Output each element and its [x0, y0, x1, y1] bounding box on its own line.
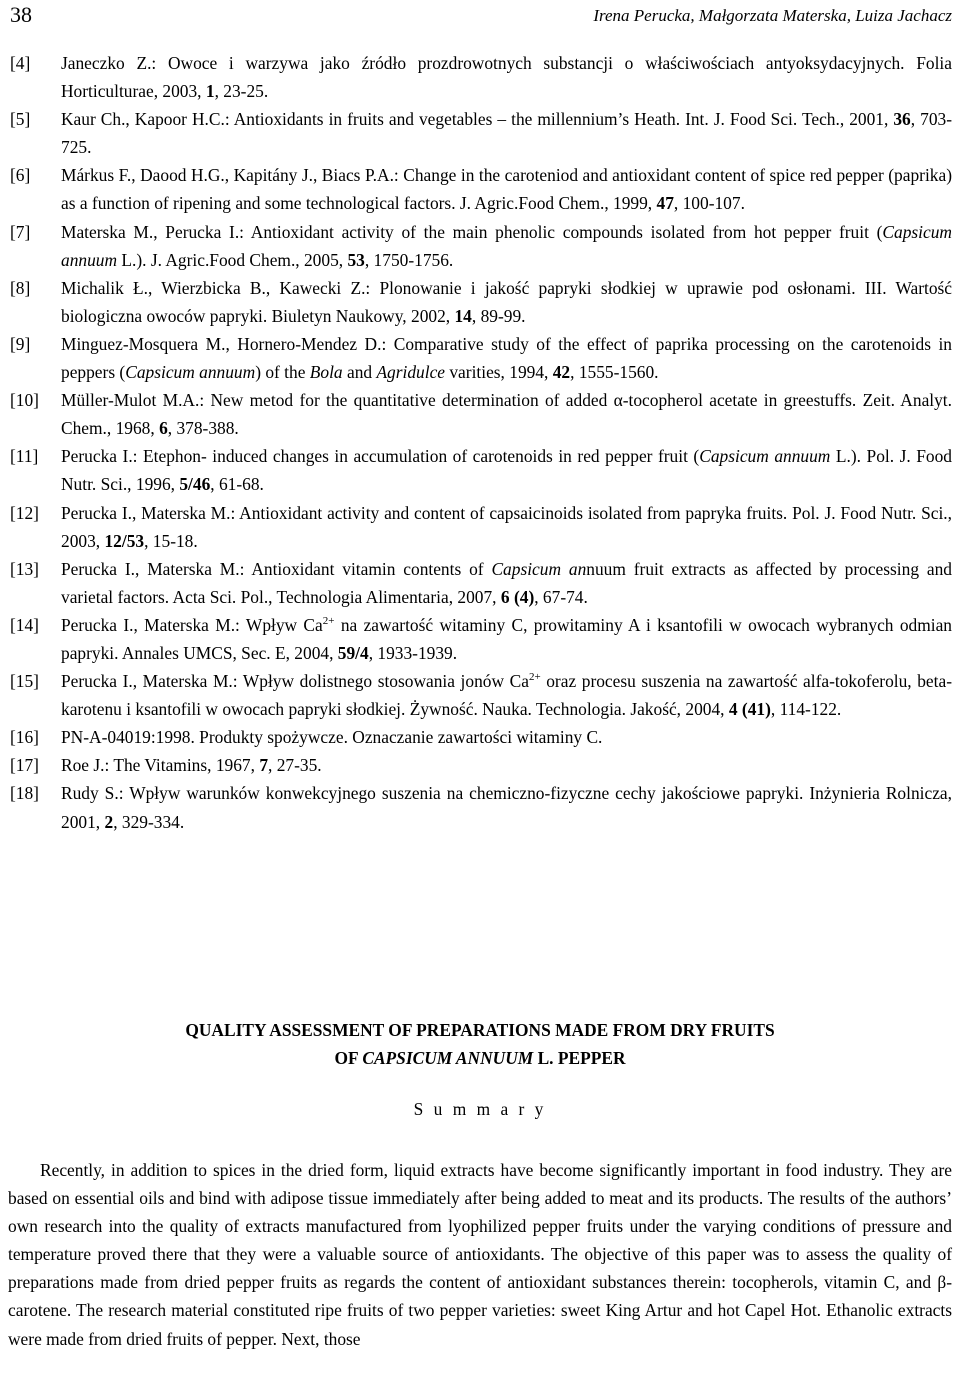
- reference-segment: 2+: [322, 615, 335, 628]
- reference-number: [15]: [10, 671, 39, 692]
- reference-number: [9]: [10, 333, 31, 354]
- reference-item: [10, 555, 952, 611]
- reference-text: [61, 274, 952, 330]
- running-authors: Irena Perucka, Małgorzata Materska, Luiza Jachacz: [593, 6, 952, 25]
- reference-segment: 7: [259, 755, 269, 776]
- summary-paragraph: Recently, in addition to spices in the dried form, liquid extracts have become significantly important in food industry. They are based on essential oils and bind with adipose tissue immediately after being added to meat and its products. The results of the authors’ own research into the quality of extracts manufactured from lyophilized pepper fruits under the varying conditions of pressure and temperature proved there that they were a valuable source of antioxidants. The objective of this paper was to assess the quality of preparations made from dried pepper fruits as regards the content of antioxidant substances therein: tocopherols, vitamin C, and β-carotene. The research material constituted ripe fruits of two pepper varieties: sweet King Artur and hot Capel Hot. Ethanolic extracts were made from dried fruits of pepper. Next, those: [8, 1160, 952, 1349]
- reference-item: [10, 386, 952, 442]
- reference-item: [10, 499, 952, 555]
- reference-number: [13]: [10, 558, 39, 579]
- reference-number: [5]: [10, 109, 31, 130]
- page-number: 38: [10, 2, 32, 27]
- reference-segment: Márkus F., Daood H.G., Kapitány J., Biacs P.A.: Change in the caroteniod and antioxidant content of spice red pepper (paprika) as a function of ripening and some technological factors. J. Agric.Food Chem., 1999,: [61, 165, 952, 214]
- reference-segment: 36: [893, 109, 911, 130]
- reference-segment: , 100-107.: [673, 193, 745, 214]
- reference-segment: 4: [728, 699, 738, 720]
- reference-segment: Materska M., Perucka I.: Antioxidant activity of the main phenolic compounds isolated from hot pepper fruit (: [61, 221, 883, 242]
- reference-number: [8]: [10, 277, 31, 298]
- reference-list: [10, 49, 952, 836]
- reference-text: [61, 386, 952, 442]
- title-prefix: OF: [334, 1048, 363, 1068]
- reference-segment: 47: [656, 193, 674, 214]
- reference-text: [61, 442, 952, 498]
- english-title: [0, 1016, 960, 1072]
- title-species: CAPSICUM ANNUUM: [362, 1048, 534, 1068]
- reference-segment: 53: [347, 249, 365, 270]
- reference-segment: , 89-99.: [471, 305, 526, 326]
- reference-segment: Rudy S.: Wpływ warunków konwekcyjnego suszenia na chemiczno-fizyczne cechy jakościowe papryki. Inżynieria Rolnicza, 2001,: [61, 783, 952, 832]
- reference-number: [17]: [10, 755, 39, 776]
- reference-segment: (4): [513, 586, 535, 607]
- reference-text: [61, 330, 952, 386]
- reference-text: [61, 611, 952, 667]
- reference-text: [61, 105, 952, 161]
- title-suffix: L. PEPPER: [533, 1048, 626, 1068]
- reference-segment: L.). J. Agric.Food Chem., 2005,: [117, 249, 348, 270]
- reference-text: [61, 723, 952, 751]
- reference-segment: Michalik Ł., Wierzbicka B., Kawecki Z.: Plonowanie i jakość papryki słodkiej w uprawie pod osłonami. III. Wartość biologiczna owoców papryki. Biuletyn Naukowy, 2002,: [61, 277, 952, 326]
- reference-segment: 2: [104, 811, 114, 832]
- reference-segment: Perucka I., Materska M.: Antioxidant vitamin contents of: [61, 558, 492, 579]
- reference-segment: , 1750-1756.: [364, 249, 454, 270]
- reference-segment: , 67-74.: [534, 586, 588, 607]
- reference-item: [10, 611, 952, 667]
- reference-segment: oraz procesu suszenia na zawartość alfa-tokoferolu, beta-karotenu i ksantofili w owocach papryki słodkiej. Żywność. Nauka. Technologia. Jakość, 2004,: [61, 671, 952, 720]
- page-header: [10, 0, 952, 34]
- reference-item: [10, 779, 952, 835]
- reference-text: [61, 161, 952, 217]
- reference-segment: 6: [500, 586, 510, 607]
- reference-text: [61, 751, 952, 779]
- reference-segment: (41): [741, 699, 771, 720]
- reference-segment: Agridulce: [376, 362, 446, 383]
- reference-number: [18]: [10, 783, 39, 804]
- reference-segment: 2+: [528, 671, 541, 684]
- reference-segment: and: [342, 362, 377, 383]
- reference-segment: Capsicum an: [491, 558, 587, 579]
- reference-segment: varities, 1994,: [445, 362, 553, 383]
- reference-segment: Perucka I.: Etephon- induced changes in accumulation of carotenoids in red pepper fruit (: [61, 446, 700, 467]
- reference-number: [6]: [10, 165, 31, 186]
- reference-segment: 5/46: [179, 474, 211, 495]
- reference-item: [10, 49, 952, 105]
- reference-item: [10, 274, 952, 330]
- reference-segment: na zawartość witaminy C, prowitaminy A i ksantofili w owocach wybranych odmian papryki. Annales UMCS, Sec. E, 2004,: [61, 614, 952, 663]
- reference-item: [10, 667, 952, 723]
- reference-segment: , 1933-1939.: [368, 642, 458, 663]
- english-title-line1: QUALITY ASSESSMENT OF PREPARATIONS MADE FROM DRY FRUITS: [185, 1020, 775, 1040]
- reference-segment: , 15-18.: [144, 530, 198, 551]
- reference-text: [61, 218, 952, 274]
- reference-segment: 12/53: [104, 530, 145, 551]
- reference-segment: , 27-35.: [268, 755, 322, 776]
- reference-segment: Bola: [309, 362, 343, 383]
- reference-segment: , 703-725.: [61, 109, 952, 158]
- reference-segment: Capsicum annuum: [61, 221, 952, 270]
- reference-item: [10, 218, 952, 274]
- reference-segment: L.). Pol. J. Food Nutr. Sci., 1996,: [61, 446, 952, 495]
- reference-segment: Müller-Mulot M.A.: New metod for the quantitative determination of added α-tocopherol acetate in greestuffs. Zeit. Analyt. Chem., 1968,: [61, 390, 952, 439]
- reference-segment: Perucka I., Materska M.: Antioxidant activity and content of capsaicinoids isolated from papryka fruits. Pol. J. Food Nutr. Sci., 2003,: [61, 502, 952, 551]
- reference-segment: 59/4: [337, 642, 369, 663]
- reference-segment: Minguez-Mosquera M., Hornero-Mendez D.: Comparative study of the effect of paprika processing on the carotenoids in peppers (: [61, 333, 952, 383]
- reference-number: [16]: [10, 727, 39, 748]
- reference-text: [61, 49, 952, 105]
- reference-number: [11]: [10, 446, 39, 467]
- reference-item: [10, 330, 952, 386]
- reference-segment: Capsicum annuum: [125, 362, 256, 383]
- reference-segment: Capsicum annuum: [699, 446, 831, 467]
- reference-segment: ) of the: [255, 362, 310, 383]
- reference-segment: 6: [159, 418, 168, 439]
- reference-segment: Janeczko Z.: Owoce i warzywa jako źródło prozdrowotnych substancji o właściwościach antyoksydacyjnych. Folia Horticulturae, 2003,: [61, 53, 952, 102]
- reference-number: [7]: [10, 221, 31, 242]
- reference-segment: nuum fruit extracts as affected by processing and varietal factors. Acta Sci. Pol., Technologia Alimentaria, 2007,: [61, 558, 952, 607]
- reference-segment: , 61-68.: [210, 474, 264, 495]
- reference-segment: Kaur Ch., Kapoor H.C.: Antioxidants in fruits and vegetables – the millennium’s Heath. Int. J. Food Sci. Tech., 2001,: [61, 109, 894, 130]
- reference-number: [14]: [10, 614, 39, 635]
- reference-item: [10, 105, 952, 161]
- reference-segment: PN-A-04019:1998. Produkty spożywcze. Oznaczanie zawartości witaminy C.: [61, 727, 603, 748]
- reference-text: [61, 499, 952, 555]
- reference-segment: Perucka I., Materska M.: Wpływ dolistnego stosowania jonów Ca: [61, 671, 529, 692]
- reference-segment: 14: [454, 305, 472, 326]
- reference-segment: Perucka I., Materska M.: Wpływ Ca: [61, 614, 323, 635]
- summary-heading: S u m m a r y: [413, 1099, 547, 1119]
- reference-number: [10]: [10, 390, 39, 411]
- reference-segment: Roe J.: The Vitamins, 1967,: [61, 755, 260, 776]
- reference-item: [10, 442, 952, 498]
- reference-segment: 1: [205, 81, 215, 102]
- reference-item: [10, 751, 952, 779]
- reference-item: [10, 723, 952, 751]
- reference-text: [61, 779, 952, 835]
- reference-segment: , 114-122.: [770, 699, 842, 720]
- english-title-line2: [0, 1044, 960, 1072]
- reference-text: [61, 555, 952, 611]
- reference-segment: 42: [552, 362, 571, 383]
- reference-segment: , 1555-1560.: [570, 362, 659, 383]
- reference-segment: , 329-334.: [113, 811, 185, 832]
- reference-text: [61, 667, 952, 723]
- reference-segment: , 23-25.: [214, 81, 269, 102]
- reference-segment: , 378-388.: [167, 418, 239, 439]
- reference-number: [4]: [10, 53, 31, 73]
- reference-number: [12]: [10, 502, 39, 523]
- reference-item: [10, 161, 952, 217]
